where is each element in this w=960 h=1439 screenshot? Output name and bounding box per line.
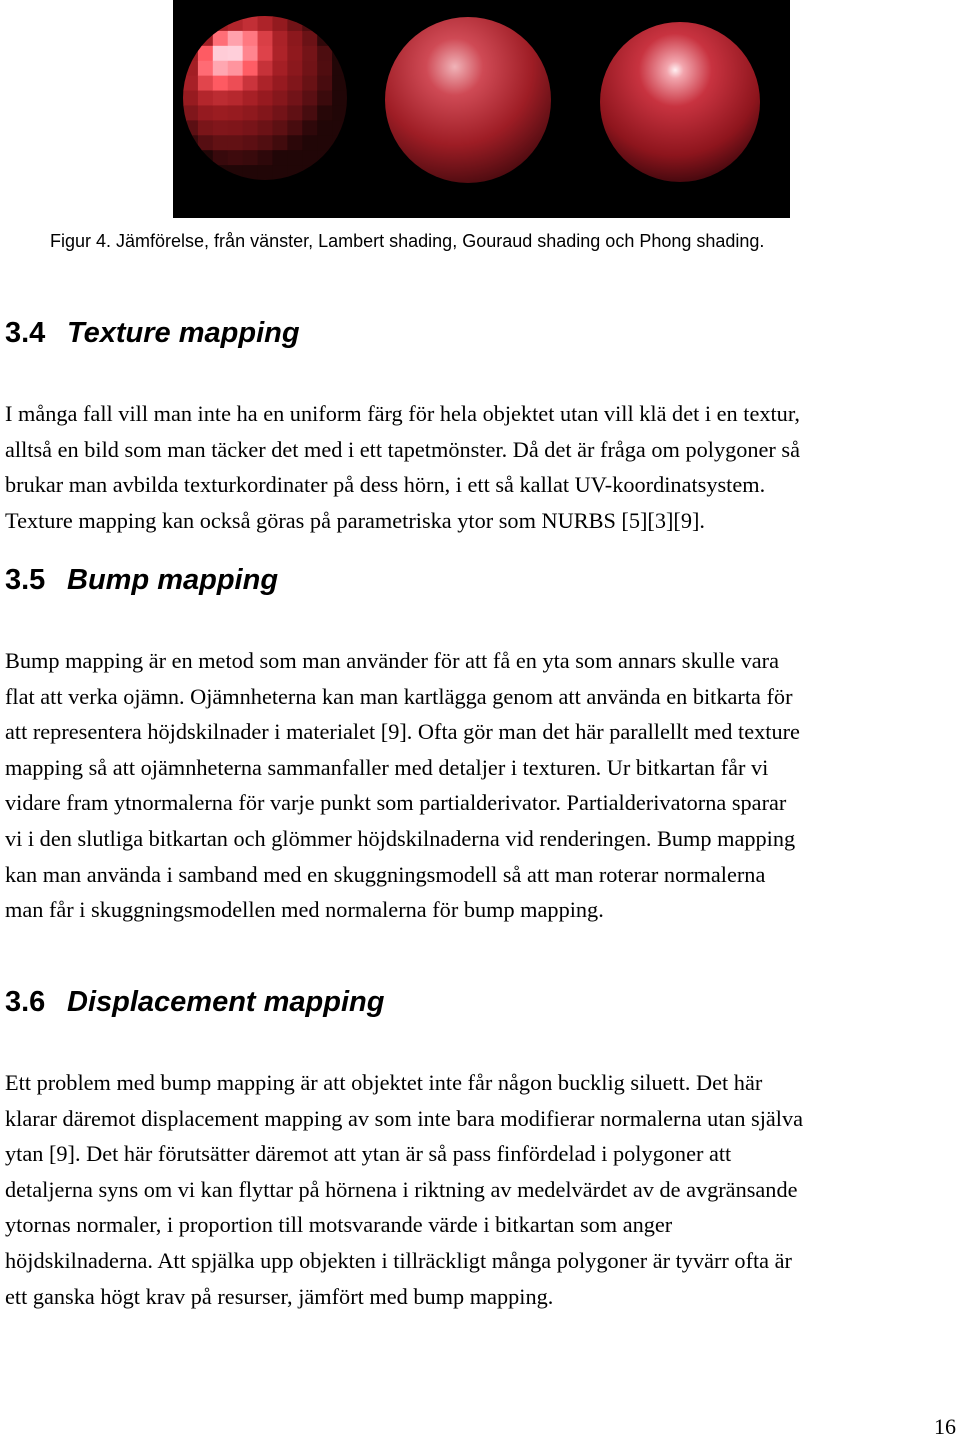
lambert-facet (243, 46, 259, 62)
lambert-facet (287, 31, 303, 47)
lambert-facet (272, 91, 288, 107)
lambert-facet (258, 16, 274, 32)
lambert-facet (243, 120, 259, 136)
text-line: vidare fram ytnormalerna för varje punkt som partialderivator. Partialderivatorna sparar (5, 790, 787, 816)
lambert-facet (228, 150, 244, 166)
section-heading-bump-mapping (5, 562, 278, 598)
lambert-facet (183, 46, 199, 62)
lambert-facet (332, 135, 348, 151)
lambert-facet (332, 61, 348, 77)
lambert-facet (213, 91, 229, 107)
lambert-facet (302, 46, 318, 62)
lambert-facet (228, 61, 244, 77)
figure-caption: Figur 4. Jämförelse, från vänster, Lambert shading, Gouraud shading och Phong shading. (50, 231, 765, 251)
lambert-facet (272, 16, 288, 32)
lambert-facet (287, 120, 303, 136)
lambert-facet (258, 76, 274, 92)
section-number: 3.4 (5, 317, 46, 349)
text-line: att representera höjdskilnader i materialet [9]. Ofta gör man det här parallellt med texture (5, 719, 800, 745)
lambert-facet (243, 105, 259, 121)
lambert-facet (198, 150, 214, 166)
text-line: flat att verka ojämn. Ojämnheterna kan man kartlägga genom att använda en bitkarta för (5, 683, 793, 709)
text-line: Bump mapping är en metod som man använder för att få en yta som annars skulle vara (5, 648, 779, 673)
text-line: kan man använda i samband med en skuggningsmodell så att man roterar normalerna (5, 861, 766, 887)
sphere-illustrations (173, 0, 790, 218)
lambert-facet (302, 135, 318, 151)
lambert-facet (228, 120, 244, 136)
gouraud-sphere (385, 17, 551, 183)
lambert-facet (258, 91, 274, 107)
lambert-facet (198, 135, 214, 151)
lambert-facet (183, 105, 199, 121)
lambert-facet (198, 120, 214, 136)
page-number: 16 (934, 1414, 956, 1439)
section-number: 3.6 (5, 986, 46, 1018)
lambert-facet (243, 76, 259, 92)
lambert-facet (213, 135, 229, 151)
lambert-facet (272, 105, 288, 121)
lambert-facet (317, 105, 333, 121)
lambert-facet (198, 76, 214, 92)
lambert-facet (213, 105, 229, 121)
lambert-facet (302, 165, 318, 181)
section-title: Displacement mapping (67, 986, 385, 1018)
paragraph-texture-mapping (5, 396, 955, 538)
lambert-facet (183, 135, 199, 151)
lambert-facet (332, 76, 348, 92)
lambert-facet (198, 61, 214, 77)
lambert-facet (258, 120, 274, 136)
text-line: Texture mapping kan också göras på parametriska ytor som NURBS [5][3][9]. (5, 507, 705, 533)
lambert-facet (258, 135, 274, 151)
lambert-facet (213, 165, 229, 181)
lambert-facet (213, 76, 229, 92)
lambert-sphere (183, 16, 348, 181)
lambert-facet (302, 31, 318, 47)
lambert-facet (213, 46, 229, 62)
paragraph-bump-mapping (5, 643, 955, 928)
lambert-facet (198, 46, 214, 62)
lambert-facet (332, 120, 348, 136)
text-line: ytornas normaler, i proportion till motsvarande värde i bitkartan som anger (5, 1212, 673, 1238)
lambert-facet (213, 61, 229, 77)
lambert-facet (302, 120, 318, 136)
lambert-facet (243, 135, 259, 151)
lambert-facet (302, 150, 318, 166)
section-number: 3.5 (5, 564, 46, 596)
text-line: man får i skuggningsmodellen med normalerna för bump mapping. (5, 897, 604, 923)
lambert-facet (317, 76, 333, 92)
lambert-facet (332, 46, 348, 62)
lambert-facet (258, 61, 274, 77)
section-title: Bump mapping (67, 564, 279, 596)
lambert-facet (213, 150, 229, 166)
lambert-facet (302, 91, 318, 107)
lambert-facet (183, 76, 199, 92)
lambert-facet (258, 165, 274, 181)
lambert-facet (272, 135, 288, 151)
lambert-facet (258, 150, 274, 166)
lambert-facet (198, 105, 214, 121)
lambert-facet (317, 120, 333, 136)
lambert-facet (213, 16, 229, 32)
section-heading-texture-mapping (5, 315, 300, 351)
text-line: alltså en bild som man täcker det med i ett tapetmönster. Då det är fråga om polygoner så (5, 436, 801, 462)
lambert-facet (317, 31, 333, 47)
lambert-facet (317, 46, 333, 62)
lambert-facet (228, 46, 244, 62)
lambert-facet (213, 120, 229, 136)
lambert-facet (183, 91, 199, 107)
lambert-facet (243, 61, 259, 77)
lambert-facet (228, 31, 244, 47)
lambert-facet (243, 16, 259, 32)
lambert-facet (258, 31, 274, 47)
lambert-facet (332, 105, 348, 121)
lambert-facet (183, 61, 199, 77)
lambert-facet (272, 31, 288, 47)
lambert-facet (272, 165, 288, 181)
lambert-facet (302, 61, 318, 77)
section-title: Texture mapping (67, 317, 300, 349)
lambert-facet (287, 91, 303, 107)
text-line: vi i den slutliga bitkartan och glömmer höjdskilnaderna vid renderingen. Bump mapping (5, 825, 796, 851)
text-line: ytan [9]. Det här förutsätter däremot att ytan är så pass finfördelad i polygoner att (5, 1141, 732, 1167)
text-line: klarar däremot displacement mapping av som inte bara modifierar normalerna utan själva (5, 1105, 804, 1131)
lambert-facet (258, 46, 274, 62)
text-line: Ett problem med bump mapping är att objektet inte får någon bucklig siluett. Det här (5, 1070, 763, 1095)
lambert-facet (302, 16, 318, 32)
lambert-facet (228, 91, 244, 107)
lambert-facet (302, 76, 318, 92)
text-line: höjdskilnaderna. Att spjälka upp objekten i tillräckligt många polygoner är tyvärr ofta är (5, 1247, 792, 1273)
section-heading-displacement-mapping (5, 984, 384, 1020)
lambert-facet (287, 150, 303, 166)
lambert-facet (228, 105, 244, 121)
shading-comparison-figure (173, 0, 790, 218)
lambert-facet (317, 150, 333, 166)
lambert-facet (317, 135, 333, 151)
lambert-facet (332, 91, 348, 107)
lambert-facet (287, 76, 303, 92)
text-line: brukar man avbilda texturkordinater på dess hörn, i ett så kallat UV-koordinatsystem. (5, 472, 766, 498)
lambert-facet (228, 135, 244, 151)
lambert-facet (272, 120, 288, 136)
lambert-facet (272, 61, 288, 77)
text-line: I många fall vill man inte ha en uniform färg för hela objektet utan vill klä det i en textur, (5, 401, 800, 426)
lambert-facet (228, 76, 244, 92)
lambert-facet (302, 105, 318, 121)
lambert-facet (287, 135, 303, 151)
lambert-facet (228, 16, 244, 32)
lambert-facet (183, 120, 199, 136)
lambert-facet (287, 61, 303, 77)
lambert-facet (228, 165, 244, 181)
lambert-facet (317, 61, 333, 77)
lambert-facet (243, 150, 259, 166)
lambert-facet (287, 105, 303, 121)
text-line: mapping så att ojämnheterna sammanfaller med detaljer i texturen. Ur bitkartan får vi (5, 754, 769, 780)
phong-sphere (600, 22, 760, 182)
lambert-facet (272, 150, 288, 166)
lambert-facet (198, 31, 214, 47)
lambert-facet (213, 31, 229, 47)
lambert-facet (243, 91, 259, 107)
lambert-facet (272, 46, 288, 62)
lambert-facet (287, 165, 303, 181)
lambert-facet (317, 91, 333, 107)
text-line: detaljerna syns om vi kan flyttar på hörnena i riktning av medelvärdet av de avgränsande (5, 1176, 798, 1202)
lambert-facet (287, 16, 303, 32)
lambert-facet (258, 105, 274, 121)
lambert-facet (272, 76, 288, 92)
lambert-facet (243, 31, 259, 47)
lambert-facet (243, 165, 259, 181)
lambert-facet (198, 91, 214, 107)
lambert-facet (287, 46, 303, 62)
paragraph-displacement-mapping (5, 1065, 955, 1314)
text-line: ett ganska högt krav på resurser, jämfört med bump mapping. (5, 1283, 554, 1309)
